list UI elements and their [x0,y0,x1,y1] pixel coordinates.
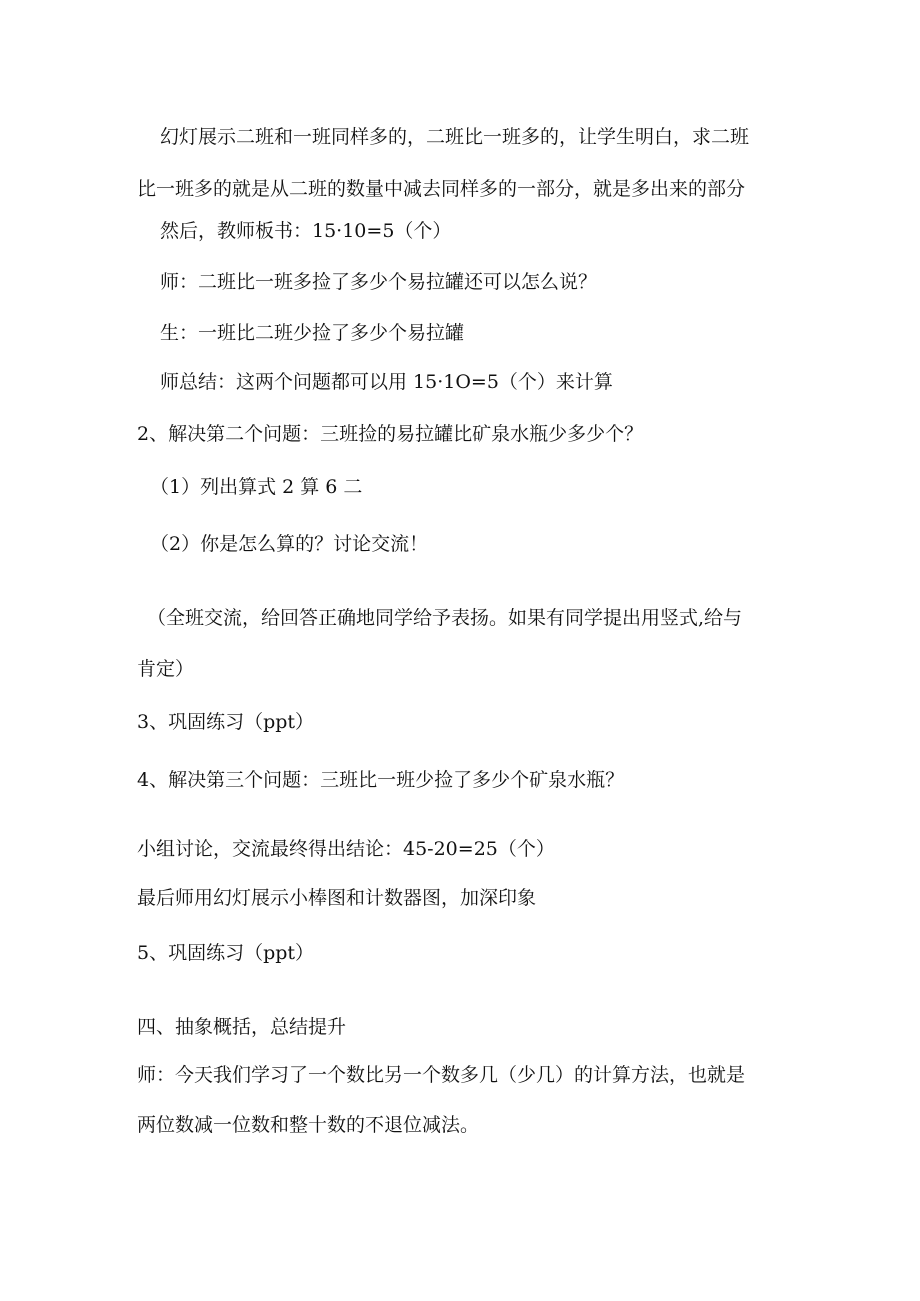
paragraph-line-9: （2）你是怎么算的？讨论交流！ [150,533,429,555]
paragraph-line-8: （1）列出算式 2 算 6 二 [150,476,363,498]
paragraph-line-19: 两位数减一位数和整十数的不退位减法。 [137,1114,480,1136]
paragraph-line-11: 肯定） [137,658,195,680]
paragraph-line-6: 师总结：这两个问题都可以用 15·1O=5（个）来计算 [160,371,613,393]
paragraph-line-12: 3、巩固练习（ppt） [137,711,315,733]
paragraph-line-5: 生：一班比二班少捡了多少个易拉罐 [160,322,465,344]
paragraph-line-2: 比一班多的就是从二班的数量中减去同样多的一部分，就是多出来的部分 [137,178,746,200]
paragraph-line-15: 最后师用幻灯展示小棒图和计数器图，加深印象 [137,887,537,909]
paragraph-line-16: 5、巩固练习（ppt） [137,942,315,964]
paragraph-line-10: （全班交流，给回答正确地同学给予表扬。如果有同学提出用竖式,给与 [147,607,743,629]
section-heading: 四、抽象概括，总结提升 [137,1016,347,1038]
paragraph-line-3: 然后，教师板书：15·10=5（个） [160,220,452,242]
paragraph-line-7: 2、解决第二个问题：三班捡的易拉罐比矿泉水瓶少多少个？ [137,423,644,445]
paragraph-line-1: 幻灯展示二班和一班同样多的，二班比一班多的，让学生明白，求二班 [160,126,750,148]
paragraph-line-14: 小组讨论，交流最终得出结论：45-20=25（个） [137,838,555,860]
paragraph-line-13: 4、解决第三个问题：三班比一班少捡了多少个矿泉水瓶？ [137,769,625,791]
paragraph-line-4: 师：二班比一班多捡了多少个易拉罐还可以怎么说？ [160,271,598,293]
paragraph-line-18: 师：今天我们学习了一个数比另一个数多几（少几）的计算方法，也就是 [137,1064,746,1086]
